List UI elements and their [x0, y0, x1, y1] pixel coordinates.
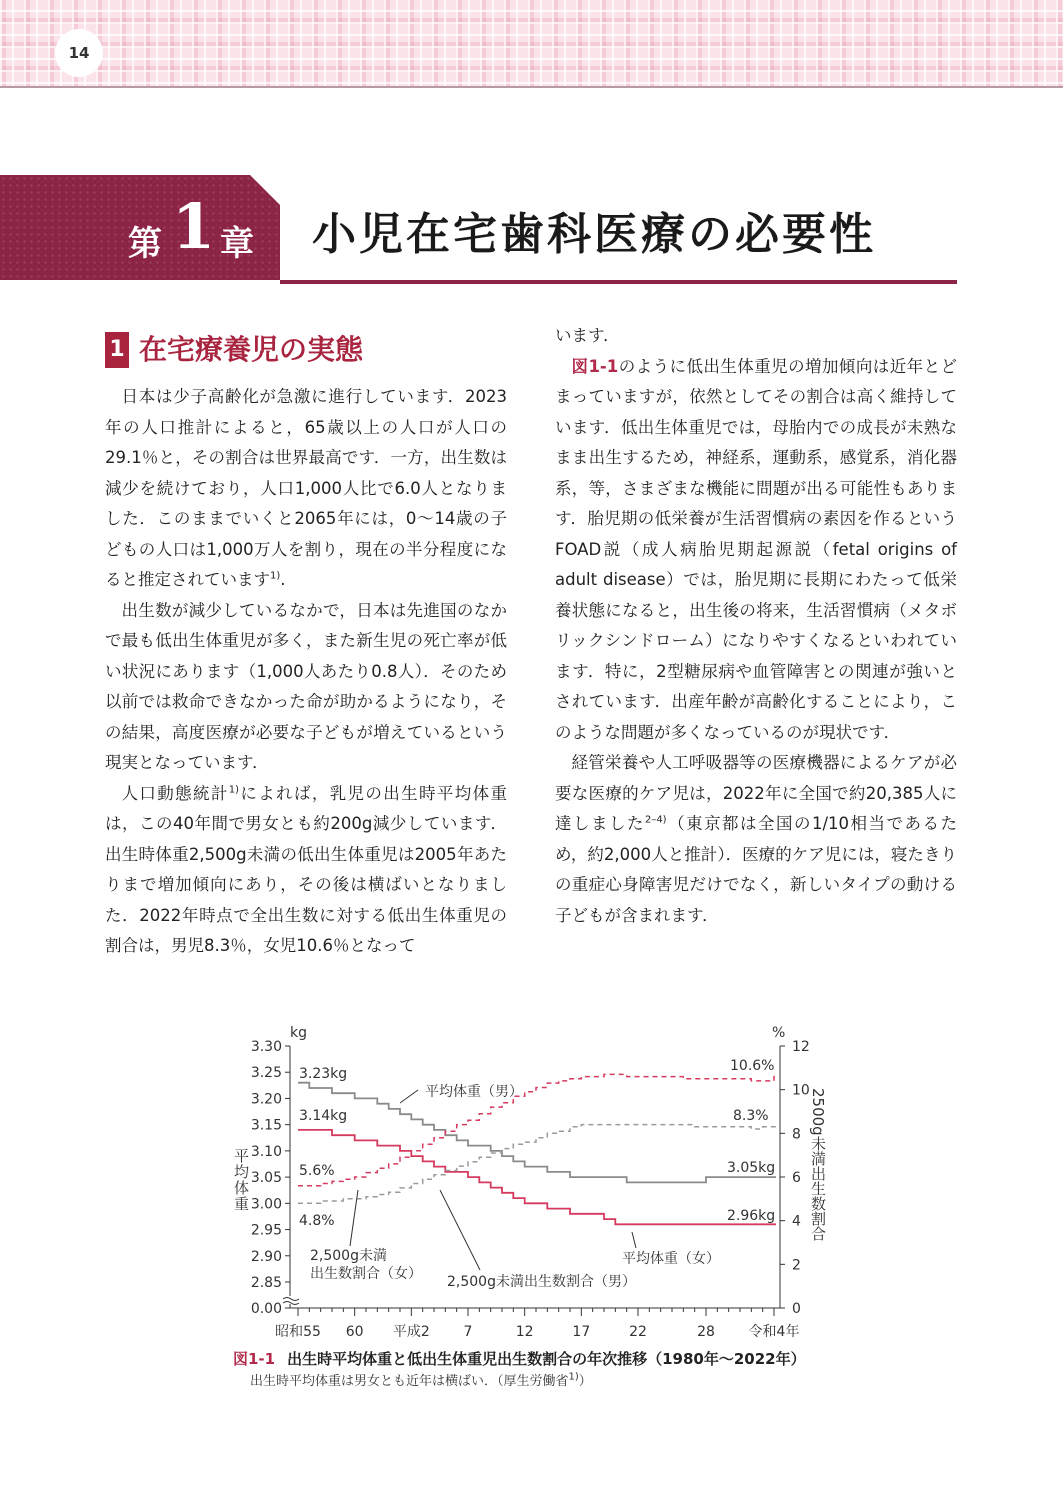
- left-tick-label: 3.30: [250, 1039, 282, 1055]
- right-text-column: [555, 321, 957, 931]
- chapter-underline: [280, 280, 957, 284]
- annotation-5-6pct: 5.6%: [299, 1163, 335, 1179]
- leader-female-ratio: [350, 1190, 358, 1246]
- x-tick-label: 平成2: [392, 1324, 430, 1340]
- right-axis-unit: %: [772, 1025, 786, 1041]
- section-title: 在宅療養児の実態: [139, 333, 364, 366]
- annotation-3-14kg: 3.14kg: [299, 1108, 348, 1124]
- left-text-column: [105, 382, 507, 962]
- x-tick-label: 22: [629, 1324, 647, 1340]
- leader-male-weight: [400, 1090, 418, 1103]
- header-pattern-band: [0, 0, 1063, 86]
- x-tick-label: 令和4年: [748, 1324, 800, 1340]
- paragraph: 経管栄養や人工呼吸器等の医療機器によるケアが必要な医療的ケア児は，2022年に全国で約20,385人に達しました$^{2-4)}$（東京都は全国の1/10相当であるため，約2,000人と推計）．医療的ケア児には，寝たきりの重症心身障害児だけでなく，新しいタイプの動ける子どもが含まれます．: [555, 753, 957, 925]
- annotation-3-05kg: 3.05kg: [727, 1160, 776, 1176]
- paragraph: 図1-1のように低出生体重児の増加傾向は近年とどまっていますが，依然としてその割合は高く維持しています．低出生体重児では，母胎内での成長が未熟なまま出生するため，神経系，運動系，感覚系，消化器系，等，さまざまな機能に問題が出る可能性もあります．胎児期の低栄養が生活習慣病の素因を作るというFOAD説（成人病胎児期起源説（fetal origins of adult disease）では，胎児期に長期にわたって低栄養状態になると，出生後の将来，生活習慣病（メタボリックシンドローム）になりやすくなるといわれています．特に，2型糖尿病や血管障害との関連が強いとされています．出産年齢が高齢化することにより，このような問題が多くなっているのが現状です．: [555, 356, 957, 742]
- right-tick-label: 10: [792, 1082, 810, 1099]
- label-female-ratio-1: 2,500g未満: [310, 1248, 387, 1264]
- header-divider: [0, 86, 1063, 88]
- label-female-weight: 平均体重（女）: [622, 1251, 720, 1267]
- right-tick-label: 0: [792, 1301, 801, 1317]
- right-tick-label: 12: [792, 1039, 810, 1055]
- annotation-4-8pct: 4.8%: [299, 1213, 335, 1229]
- left-tick-label: 2.90: [250, 1248, 282, 1265]
- x-tick-label: 28: [697, 1324, 715, 1340]
- left-tick-label: 3.15: [250, 1117, 282, 1134]
- paragraph: 人口動態統計$^{1)}$によれば，乳児の出生時平均体重は，この40年間で男女とも約200g減少しています．出生時体重2,500g未満の低出生体重児は2005年あたりまで増加傾向にあり，その後は横ばいとなりました．2022年時点で全出生数に対する低出生体重児の割合は，男児8.3％，女児10.6％となって: [105, 783, 508, 955]
- x-tick-label: 7: [463, 1324, 473, 1340]
- paragraph: 出生数が減少しているなかで，日本は先進国のなかで最も低出生体重児が多く，また新生児の死亡率が低い状況にあります（1,000人あたり0.8人）．そのため以前では救命できなかった命が助かるようになり，その結果，高度医療が必要な子どもが増えているという現実となっています．: [105, 600, 507, 772]
- series-line-0: [298, 1083, 776, 1183]
- leader-male-ratio: [440, 1190, 480, 1270]
- right-axis-title: 2500g未満出生数割合: [809, 1088, 827, 1241]
- axis-break-mark: [283, 1298, 299, 1305]
- paragraph: います．: [555, 326, 620, 345]
- left-axis-unit: kg: [290, 1025, 307, 1041]
- annotation-8-3pct: 8.3%: [733, 1108, 769, 1124]
- left-tick-label: 2.95: [250, 1222, 282, 1239]
- chapter-title: 小児在宅歯科医療の必要性: [312, 209, 876, 260]
- series-line-3: [298, 1074, 776, 1185]
- right-tick-label: 8: [792, 1126, 801, 1143]
- figure-reference-link[interactable]: 図1-1: [571, 356, 619, 376]
- x-tick-label: 昭和55: [275, 1324, 321, 1340]
- x-tick-label: 60: [345, 1324, 364, 1340]
- series-line-1: [298, 1130, 776, 1224]
- x-tick-label: 17: [572, 1324, 591, 1340]
- left-tick-label: 3.20: [250, 1091, 282, 1108]
- annotation-2-96kg: 2.96kg: [727, 1208, 776, 1224]
- leader-female-weight: [632, 1232, 636, 1248]
- left-tick-label: 2.85: [250, 1275, 282, 1291]
- paragraph: 日本は少子高齢化が急激に進行しています．2023年の人口推計によると，65歳以上の人口が人口の29.1％と，その割合は世界最高です．一方，出生数は減少を続けており，人口1,000人比で6.0人となりました．このままでいくと2065年には，0〜14歳の子どもの人口は1,000万人を割り，現在の半分程度になると推定されています$^{1)}$.: [105, 387, 507, 589]
- annotation-3-23kg: 3.23kg: [299, 1066, 348, 1082]
- left-tick-label: 3.25: [250, 1065, 282, 1082]
- page-number: 14: [55, 29, 103, 77]
- chapter-suffix: 章: [220, 224, 254, 264]
- right-tick-label: 2: [792, 1257, 801, 1274]
- chapter-number: 1: [172, 190, 216, 263]
- right-tick-label: 6: [792, 1170, 801, 1186]
- series-line-2: [298, 1125, 776, 1204]
- label-female-ratio-2: 出生数割合（女）: [310, 1266, 422, 1282]
- figure-subcaption: 出生時平均体重は男女とも近年は横ばい．（厚生労働省$^{1)}$）: [250, 1371, 592, 1389]
- left-tick-label-zero: 0.00: [250, 1301, 282, 1317]
- right-tick-label: 4: [792, 1213, 801, 1230]
- left-axis-title: 平均体重: [232, 1148, 250, 1212]
- label-male-ratio: 2,500g未満出生数割合（男）: [447, 1274, 636, 1290]
- x-tick-label: 12: [515, 1324, 534, 1340]
- label-male-weight: 平均体重（男）: [425, 1084, 523, 1100]
- figure-caption: 図1-1 出生時平均体重と低出生体重児出生数割合の年次推移（1980年〜2022年）: [233, 1350, 806, 1368]
- left-tick-label: 3.10: [250, 1143, 282, 1160]
- figure-label: 図1-1: [233, 1350, 276, 1368]
- annotation-10-6pct: 10.6%: [730, 1058, 775, 1074]
- chapter-prefix: 第: [128, 224, 162, 264]
- section-number: 1: [105, 332, 129, 368]
- left-tick-label: 3.05: [250, 1170, 282, 1187]
- left-tick-label: 3.00: [250, 1196, 282, 1213]
